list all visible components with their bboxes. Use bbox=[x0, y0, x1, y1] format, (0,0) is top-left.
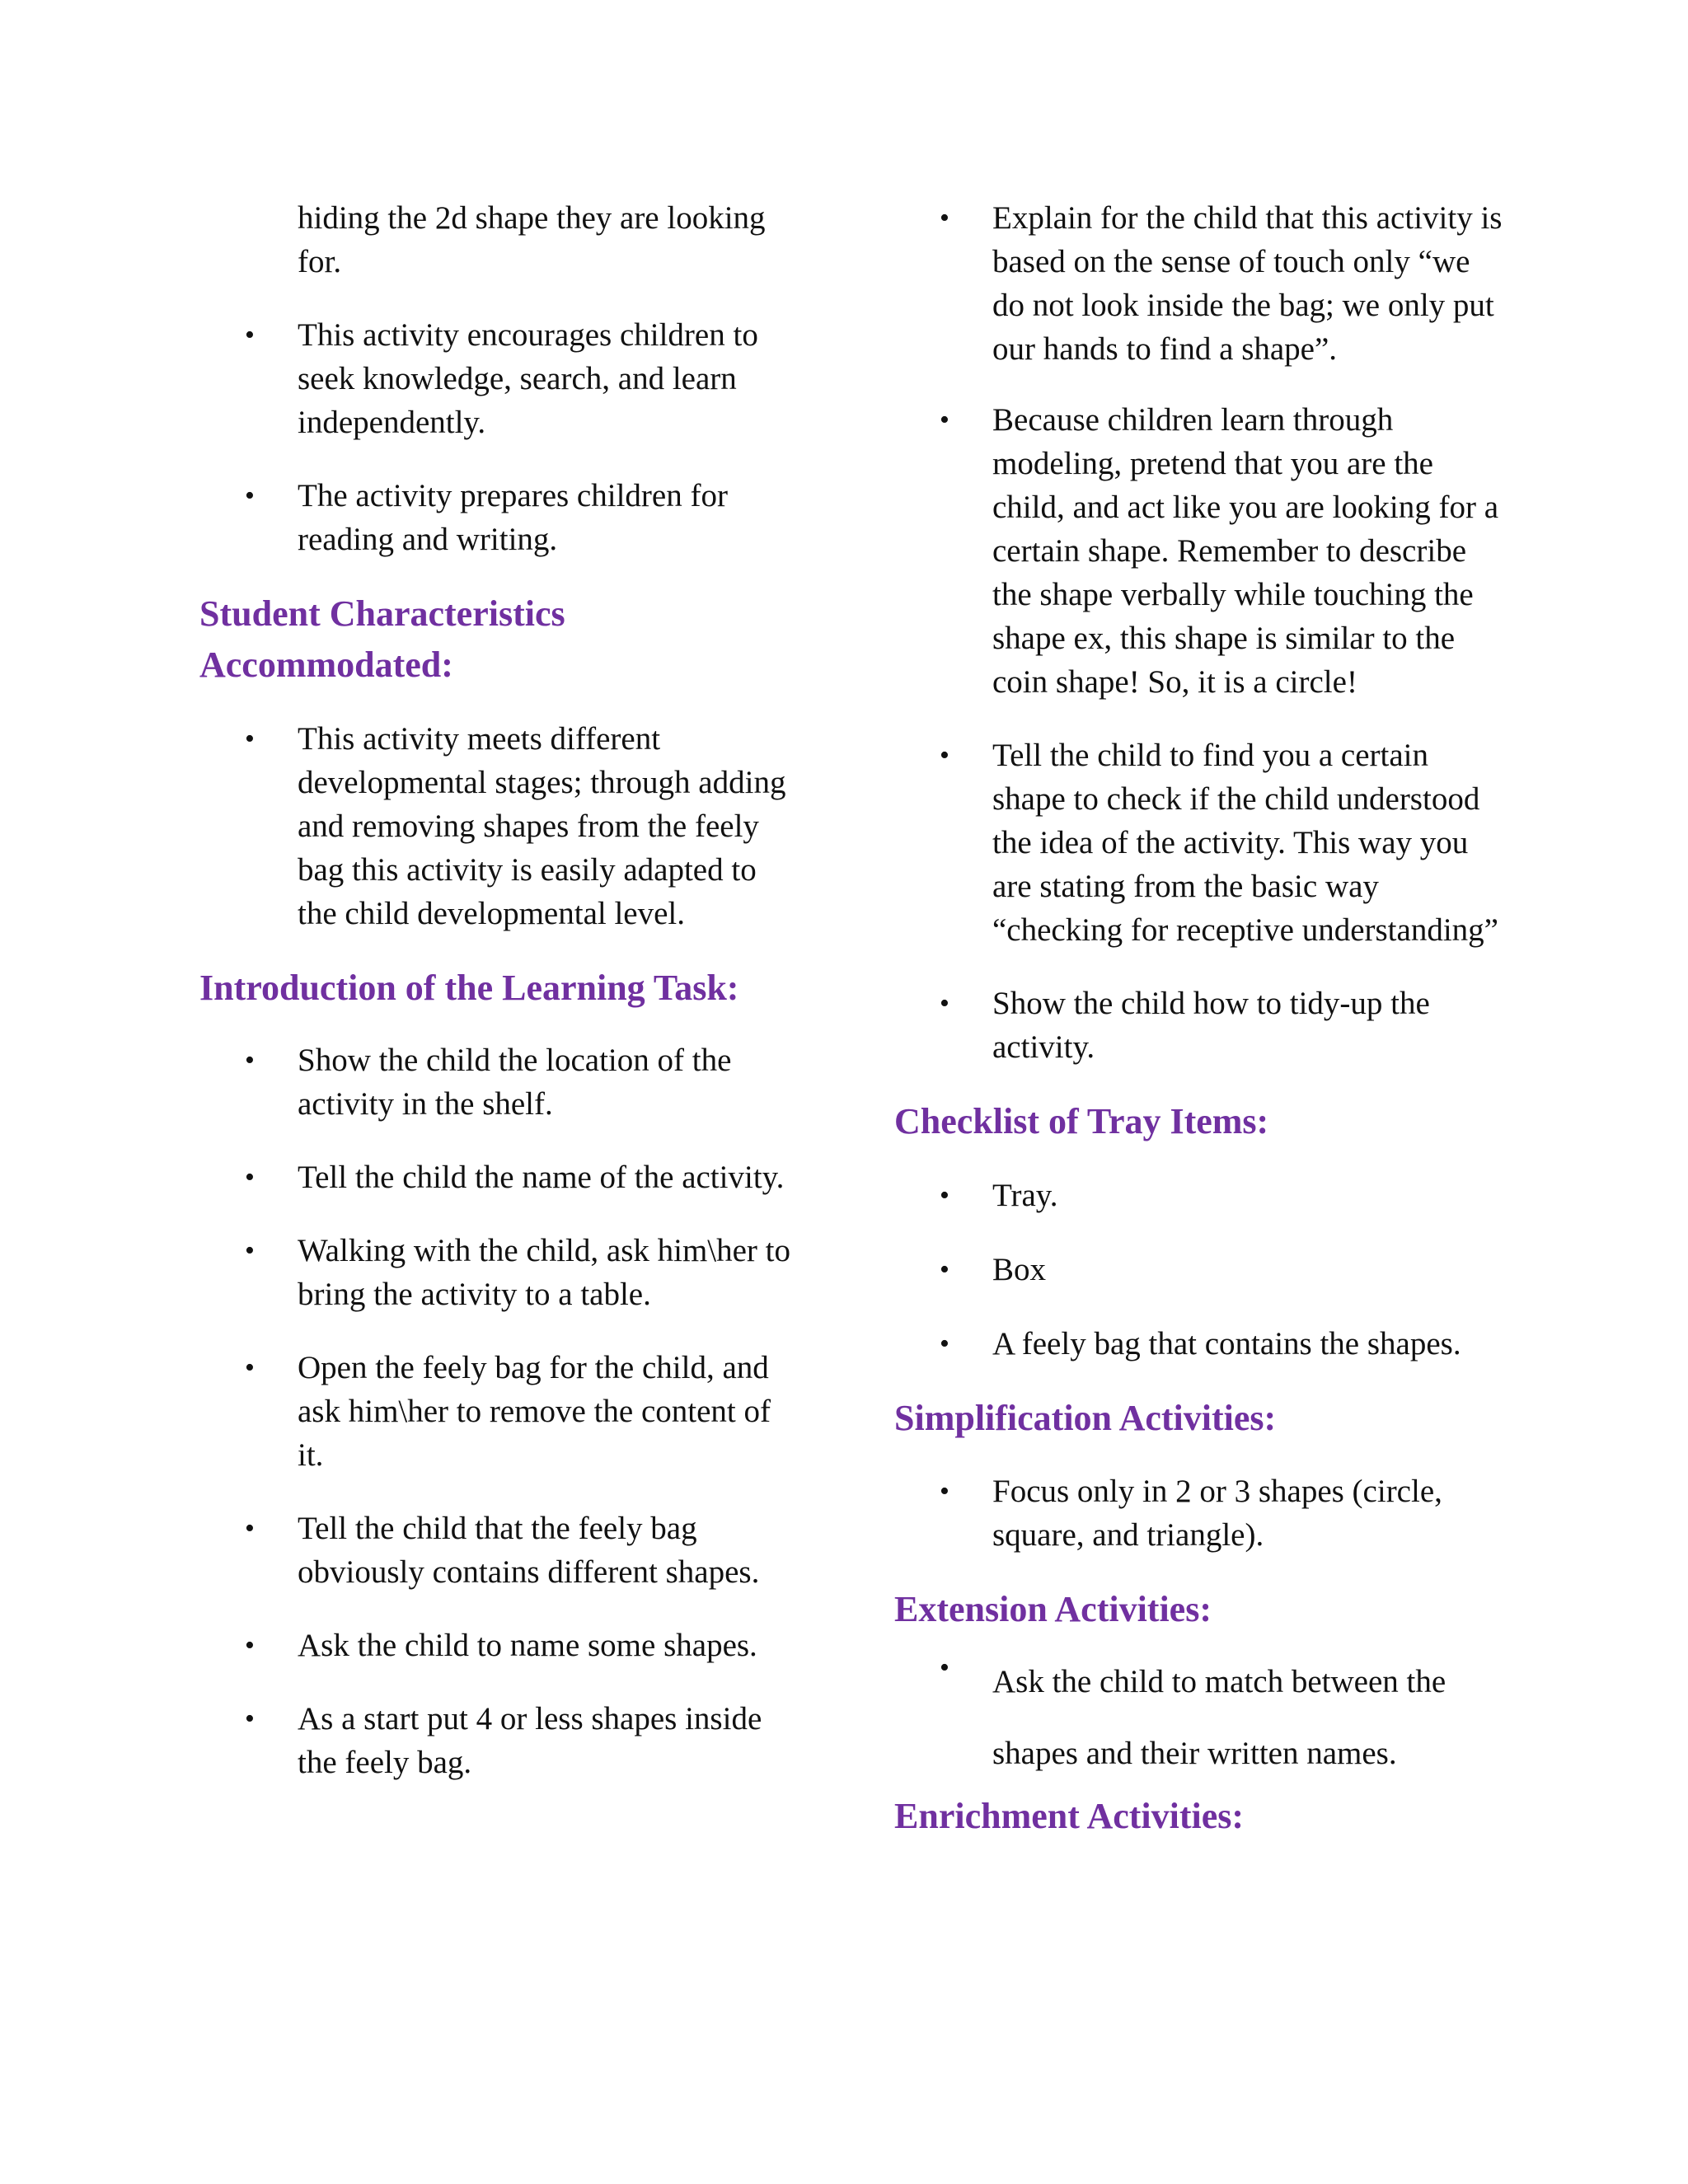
list-item: • As a start put 4 or less shapes inside the feely bag. bbox=[199, 1697, 793, 1784]
list-item: • Tell the child the name of the activity. bbox=[199, 1155, 793, 1199]
list-item: • Tell the child to find you a certain shape to check if the child understood the idea of the activity. This way you are stating from the basic way “checking for receptive understanding” bbox=[894, 733, 1504, 952]
list-item: • Ask the child to name some shapes. bbox=[199, 1624, 793, 1667]
checklist-heading: Checklist of Tray Items: bbox=[894, 1101, 1269, 1141]
right-column bbox=[894, 196, 1504, 1870]
list-item: • Ask the child to match between the shapes and their written names. bbox=[894, 1646, 1504, 1789]
left-column bbox=[199, 196, 793, 1815]
enrichment-heading: Enrichment Activities: bbox=[894, 1796, 1245, 1836]
list-item: • Open the feely bag for the child, and ask him\her to remove the content of it. bbox=[199, 1346, 793, 1477]
list-item: • This activity encourages children to seek knowledge, search, and learn independently. bbox=[199, 313, 793, 444]
list-item: • Tell the child that the feely bag obviously contains different shapes. bbox=[199, 1507, 793, 1594]
continued-paragraph: hiding the 2d shape they are looking for. bbox=[298, 200, 766, 279]
student-characteristics-heading: Student Characteristics Accommodated: bbox=[199, 593, 565, 685]
list-item: • A feely bag that contains the shapes. bbox=[894, 1322, 1504, 1366]
list-item: • Show the child the location of the activity in the shelf. bbox=[199, 1038, 793, 1126]
list-item: • The activity prepares children for reading and writing. bbox=[199, 474, 793, 561]
simplification-heading: Simplification Activities: bbox=[894, 1398, 1277, 1438]
list-item: • Tray. bbox=[894, 1174, 1504, 1217]
list-item: • Explain for the child that this activity is based on the sense of touch only “we do not look inside the bag; we only put our hands to find a shape”. bbox=[894, 196, 1504, 371]
list-item: • Focus only in 2 or 3 shapes (circle, square, and triangle). bbox=[894, 1469, 1504, 1557]
list-item: • This activity meets different developmental stages; through adding and removing shapes from the feely bag this activity is easily adapted to the child developmental level. bbox=[199, 717, 793, 935]
list-item: • Because children learn through modeling, pretend that you are the child, and act like you are looking for a certain shape. Remember to describe the shape verbally while touching the shape ex, this shape is similar to the coin shape! So, it is a circle! bbox=[894, 398, 1504, 704]
introduction-heading: Introduction of the Learning Task: bbox=[199, 968, 739, 1008]
extension-heading: Extension Activities: bbox=[894, 1589, 1212, 1629]
list-item: • Box bbox=[894, 1248, 1504, 1291]
list-item: • Show the child how to tidy-up the activity. bbox=[894, 982, 1504, 1069]
list-item: • Walking with the child, ask him\her to bring the activity to a table. bbox=[199, 1229, 793, 1316]
